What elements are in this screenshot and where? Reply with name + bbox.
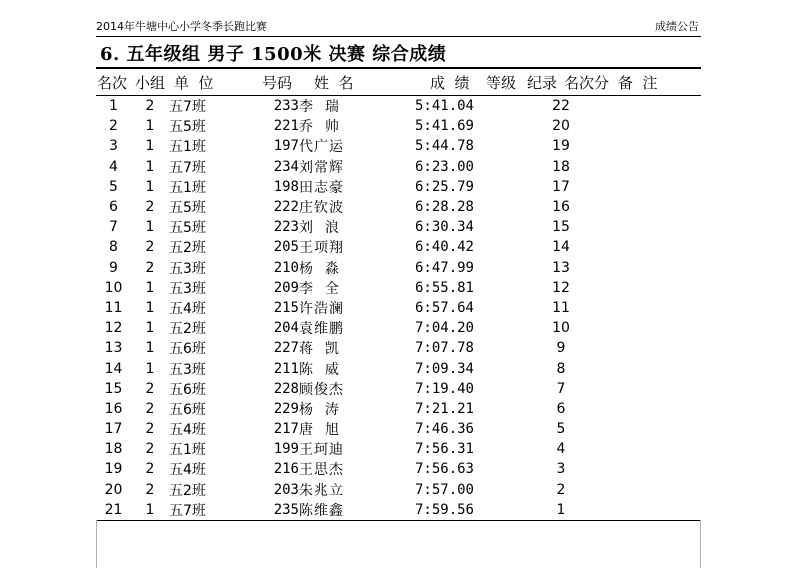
- unit-cell: 五2班: [169, 240, 206, 257]
- group-cell: 2: [145, 400, 155, 417]
- empty-cell: [474, 177, 546, 197]
- bib-cell: 198: [273, 178, 299, 195]
- table-row: [96, 258, 576, 278]
- rank-cell: 18: [104, 441, 123, 458]
- bib-cell: 209: [273, 279, 299, 296]
- group-cell: 2: [145, 98, 155, 115]
- table-row: [96, 338, 576, 358]
- points-cell: 11: [552, 299, 570, 316]
- rank-cell: 7: [109, 219, 118, 236]
- page-edge-left: [96, 520, 97, 568]
- name-cell: 乔 帅: [299, 119, 340, 136]
- bib-cell: 229: [273, 400, 299, 417]
- result-cell: 6:57.64: [414, 299, 474, 316]
- bib-cell: 203: [273, 481, 299, 498]
- empty-cell: [474, 318, 546, 338]
- empty-cell: [474, 419, 546, 439]
- points-cell: 17: [552, 178, 570, 195]
- col-result: 成 绩: [430, 74, 470, 92]
- table-row: [96, 379, 576, 399]
- results-table: [96, 96, 576, 520]
- rank-cell: 12: [104, 320, 123, 337]
- rank-cell: 3: [109, 138, 118, 155]
- result-cell: 5:41.04: [414, 98, 474, 115]
- group-cell: 1: [145, 138, 155, 155]
- group-cell: 2: [145, 239, 155, 256]
- result-cell: 7:21.21: [414, 400, 474, 417]
- name-cell: 王珂迪: [299, 442, 344, 459]
- unit-cell: 五5班: [169, 200, 206, 217]
- result-cell: 7:59.56: [414, 501, 474, 518]
- bib-cell: 228: [273, 380, 299, 397]
- result-cell: 7:57.00: [414, 481, 474, 498]
- table-row: [96, 298, 576, 318]
- bib-cell: 222: [273, 199, 299, 216]
- points-cell: 8: [556, 360, 566, 377]
- points-cell: 5: [556, 421, 566, 438]
- col-group: 小组: [135, 74, 166, 92]
- bib-cell: 234: [273, 158, 299, 175]
- empty-cell: [474, 157, 546, 177]
- unit-cell: 五4班: [169, 422, 206, 439]
- rank-cell: 14: [104, 360, 123, 377]
- unit-cell: 五7班: [169, 99, 206, 116]
- rank-cell: 4: [109, 158, 118, 175]
- bib-cell: 204: [273, 320, 299, 337]
- name-cell: 田志豪: [299, 179, 344, 196]
- table-row: [96, 318, 576, 338]
- table-bottom-rule: [96, 520, 701, 521]
- bib-cell: 233: [273, 98, 299, 115]
- group-cell: 2: [145, 380, 155, 397]
- table-row: [96, 439, 576, 459]
- rank-cell: 10: [104, 279, 123, 296]
- bib-cell: 216: [273, 461, 299, 478]
- rank-cell: 9: [109, 259, 118, 276]
- name-cell: 代广运: [299, 139, 344, 156]
- header-rule: [96, 36, 701, 37]
- points-cell: 14: [552, 239, 570, 256]
- group-cell: 1: [145, 219, 155, 236]
- bib-cell: 199: [273, 441, 299, 458]
- unit-cell: 五5班: [169, 220, 206, 237]
- points-cell: 20: [552, 118, 570, 135]
- name-cell: 杨 淼: [299, 260, 340, 277]
- rank-cell: 2: [109, 118, 118, 135]
- empty-cell: [474, 399, 546, 419]
- group-cell: 2: [145, 441, 155, 458]
- result-cell: 6:30.34: [414, 219, 474, 236]
- table-row: [96, 419, 576, 439]
- unit-cell: 五6班: [169, 341, 206, 358]
- name-cell: 蒋 凯: [299, 341, 340, 358]
- group-cell: 1: [145, 279, 155, 296]
- name-cell: 杨 涛: [299, 401, 340, 418]
- points-cell: 2: [556, 481, 566, 498]
- points-cell: 13: [552, 259, 570, 276]
- result-cell: 7:56.31: [414, 441, 474, 458]
- empty-cell: [474, 217, 546, 237]
- points-cell: 7: [556, 380, 566, 397]
- group-cell: 1: [145, 501, 155, 518]
- table-row: [96, 278, 576, 298]
- table-row: [96, 157, 576, 177]
- empty-cell: [474, 439, 546, 459]
- empty-cell: [474, 500, 546, 520]
- unit-cell: 五7班: [169, 502, 206, 519]
- bib-cell: 197: [273, 138, 299, 155]
- rank-cell: 20: [104, 481, 123, 498]
- result-cell: 7:04.20: [414, 320, 474, 337]
- table-row: [96, 217, 576, 237]
- name-cell: 李 全: [299, 280, 340, 297]
- result-cell: 6:23.00: [414, 158, 474, 175]
- unit-cell: 五4班: [169, 300, 206, 317]
- result-cell: 7:46.36: [414, 421, 474, 438]
- points-cell: 4: [556, 441, 566, 458]
- empty-cell: [474, 197, 546, 217]
- group-cell: 2: [145, 259, 155, 276]
- bib-cell: 215: [273, 299, 299, 316]
- unit-cell: 五5班: [169, 119, 206, 136]
- bib-cell: 235: [273, 501, 299, 518]
- result-cell: 5:44.78: [414, 138, 474, 155]
- empty-cell: [474, 379, 546, 399]
- table-row: [96, 136, 576, 156]
- name-cell: 许浩澜: [299, 300, 344, 317]
- name-cell: 唐 旭: [299, 422, 340, 439]
- unit-cell: 五4班: [169, 462, 206, 479]
- name-cell: 刘 浪: [299, 220, 340, 237]
- title-rule: [96, 67, 701, 69]
- unit-cell: 五2班: [169, 482, 206, 499]
- unit-cell: 五3班: [169, 280, 206, 297]
- table-row: [96, 96, 576, 116]
- group-cell: 1: [145, 340, 155, 357]
- unit-cell: 五3班: [169, 260, 206, 277]
- table-row: [96, 197, 576, 217]
- group-cell: 1: [145, 118, 155, 135]
- name-cell: 王项翔: [299, 240, 344, 257]
- rank-cell: 15: [104, 380, 123, 397]
- name-cell: 朱兆立: [299, 482, 344, 499]
- result-cell: 7:56.63: [414, 461, 474, 478]
- rank-cell: 8: [109, 239, 118, 256]
- result-cell: 6:40.42: [414, 239, 474, 256]
- table-row: [96, 116, 576, 136]
- unit-cell: 五7班: [169, 159, 206, 176]
- name-cell: 陈 威: [299, 361, 340, 378]
- page-edge-right: [700, 520, 701, 568]
- name-cell: 庄钦波: [299, 200, 344, 217]
- points-cell: 10: [552, 320, 570, 337]
- group-cell: 1: [145, 299, 155, 316]
- bib-cell: 217: [273, 421, 299, 438]
- document-type: 成绩公告: [655, 20, 699, 33]
- empty-cell: [474, 459, 546, 479]
- col-name: 姓 名: [314, 74, 354, 92]
- table-row: [96, 358, 576, 378]
- rank-cell: 21: [104, 501, 123, 518]
- name-cell: 李 瑞: [299, 99, 340, 116]
- group-cell: 1: [145, 320, 155, 337]
- empty-cell: [474, 480, 546, 500]
- bib-cell: 211: [273, 360, 299, 377]
- empty-cell: [474, 258, 546, 278]
- points-cell: 18: [552, 158, 570, 175]
- empty-cell: [474, 278, 546, 298]
- group-cell: 1: [145, 360, 155, 377]
- table-row: [96, 459, 576, 479]
- result-cell: 5:41.69: [414, 118, 474, 135]
- result-cell: 6:28.28: [414, 199, 474, 216]
- rank-cell: 13: [104, 340, 123, 357]
- result-cell: 7:09.34: [414, 360, 474, 377]
- table-row: [96, 500, 576, 520]
- empty-cell: [474, 237, 546, 257]
- event-name: 2014年牛塘中心小学冬季长跑比赛: [96, 20, 267, 33]
- page-title: 6. 五年级组 男子 1500米 决赛 综合成绩: [100, 44, 447, 65]
- col-level: 等级: [486, 74, 517, 92]
- col-remarks: 备 注: [618, 74, 658, 92]
- group-cell: 2: [145, 481, 155, 498]
- name-cell: 刘常辉: [299, 159, 344, 176]
- group-cell: 2: [145, 199, 155, 216]
- page-header: [96, 14, 701, 36]
- points-cell: 6: [556, 400, 566, 417]
- bib-cell: 223: [273, 219, 299, 236]
- group-cell: 1: [145, 158, 155, 175]
- points-cell: 16: [552, 199, 570, 216]
- rank-cell: 16: [104, 400, 123, 417]
- name-cell: 陈维鑫: [299, 502, 344, 519]
- name-cell: 顾俊杰: [299, 381, 344, 398]
- bib-cell: 227: [273, 340, 299, 357]
- group-cell: 2: [145, 421, 155, 438]
- points-cell: 9: [556, 340, 566, 357]
- col-unit: 单 位: [174, 74, 214, 92]
- unit-cell: 五1班: [169, 179, 206, 196]
- empty-cell: [474, 136, 546, 156]
- result-cell: 6:25.79: [414, 178, 474, 195]
- bib-cell: 205: [273, 239, 299, 256]
- points-cell: 12: [552, 279, 570, 296]
- rank-cell: 1: [109, 98, 118, 115]
- points-cell: 22: [552, 98, 570, 115]
- unit-cell: 五6班: [169, 401, 206, 418]
- rank-cell: 6: [109, 199, 118, 216]
- table-row: [96, 237, 576, 257]
- group-cell: 1: [145, 178, 155, 195]
- bib-cell: 210: [273, 259, 299, 276]
- group-cell: 2: [145, 461, 155, 478]
- col-rank: 名次: [97, 74, 128, 92]
- empty-cell: [474, 96, 546, 116]
- name-cell: 袁维鹏: [299, 321, 344, 338]
- rank-cell: 19: [104, 461, 123, 478]
- col-record: 纪录: [527, 74, 558, 92]
- points-cell: 3: [556, 461, 566, 478]
- result-cell: 7:07.78: [414, 340, 474, 357]
- empty-cell: [474, 358, 546, 378]
- empty-cell: [474, 298, 546, 318]
- unit-cell: 五6班: [169, 381, 206, 398]
- rank-cell: 17: [104, 421, 123, 438]
- col-points: 名次分: [564, 74, 610, 92]
- unit-cell: 五2班: [169, 321, 206, 338]
- result-cell: 6:47.99: [414, 259, 474, 276]
- table-row: [96, 177, 576, 197]
- points-cell: 19: [552, 138, 570, 155]
- result-cell: 7:19.40: [414, 380, 474, 397]
- points-cell: 15: [552, 219, 570, 236]
- unit-cell: 五1班: [169, 139, 206, 156]
- table-row: [96, 480, 576, 500]
- unit-cell: 五3班: [169, 361, 206, 378]
- table-row: [96, 399, 576, 419]
- points-cell: 1: [556, 501, 566, 518]
- result-cell: 6:55.81: [414, 279, 474, 296]
- bib-cell: 221: [273, 118, 299, 135]
- col-bib: 号码: [262, 74, 293, 92]
- rank-cell: 11: [104, 299, 123, 316]
- empty-cell: [474, 338, 546, 358]
- empty-cell: [474, 116, 546, 136]
- unit-cell: 五1班: [169, 442, 206, 459]
- rank-cell: 5: [109, 178, 118, 195]
- name-cell: 王思杰: [299, 462, 344, 479]
